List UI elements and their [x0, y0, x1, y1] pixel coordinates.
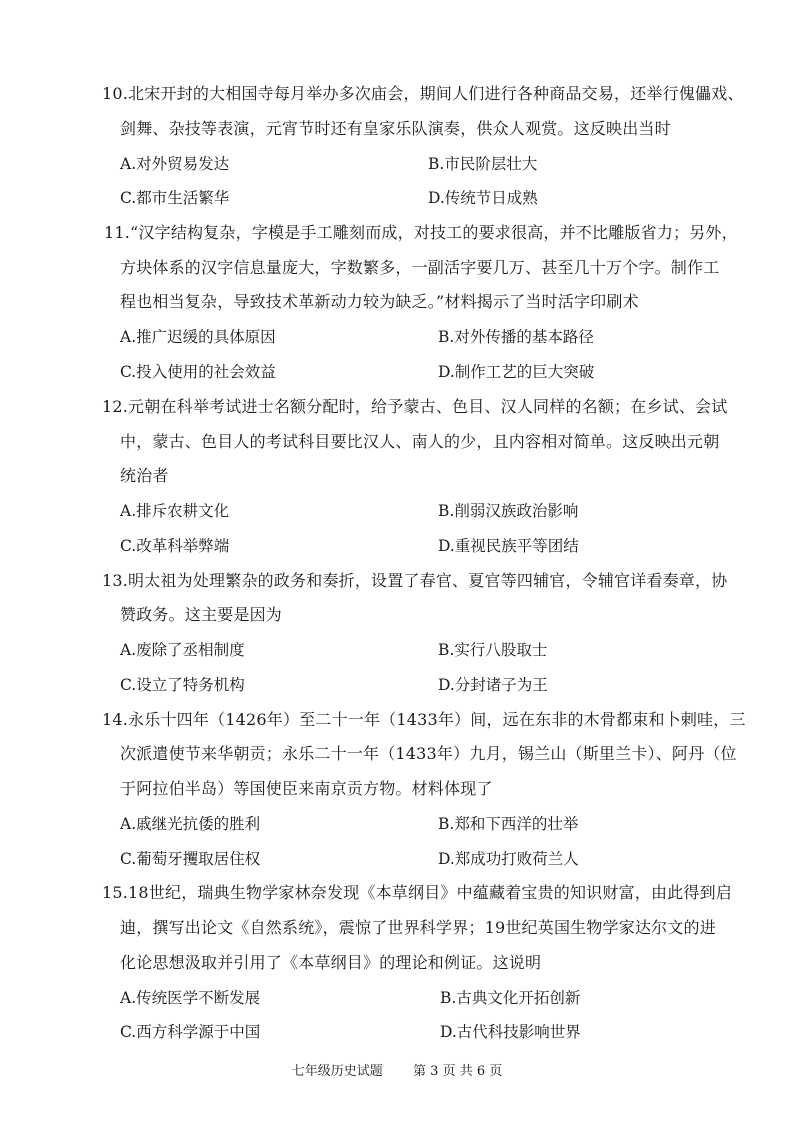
question-14-option-d[interactable]: D.郑成功打败荷兰人 — [438, 850, 579, 868]
question-12-stem-line-2: 中，蒙古、色目人的考试科目要比汉人、南人的少，且内容相对简单。这反映出元朝 — [120, 432, 720, 451]
question-14-option-c[interactable]: C.葡萄牙攫取居住权 — [120, 850, 261, 868]
footer-subject: 七年级历史试题 — [291, 1064, 383, 1079]
question-14-stem-line-1: 14.永乐十四年（1426年）至二十一年（1433年）间，远在东非的木骨都束和卜剌哇，三 — [102, 710, 746, 729]
question-10-option-b[interactable]: B.市民阶层壮大 — [428, 155, 538, 173]
question-13-stem-line-2: 赞政务。这主要是因为 — [120, 605, 283, 624]
question-13-option-a[interactable]: A.废除了丞相制度 — [120, 641, 245, 659]
question-13-option-c[interactable]: C.设立了特务机构 — [120, 676, 245, 694]
question-14-option-a[interactable]: A.戚继光抗倭的胜利 — [120, 815, 261, 833]
question-10-option-d[interactable]: D.传统节日成熟 — [428, 189, 538, 207]
question-11-stem-line-1: 11.“汉字结构复杂，字模是手工雕刻而成，对技工的要求很高，并不比雕版省力；另外， — [104, 223, 738, 242]
question-11-option-a[interactable]: A.推广迟缓的具体原因 — [120, 328, 276, 346]
question-10-stem-line-2: 剑舞、杂技等表演，元宵节时还有皇家乐队演奏，供众人观赏。这反映出当时 — [120, 119, 671, 138]
question-10-option-a[interactable]: A.对外贸易发达 — [120, 155, 230, 173]
question-10-option-c[interactable]: C.都市生活繁华 — [120, 189, 230, 207]
question-14-option-b[interactable]: B.郑和下西洋的壮举 — [438, 815, 579, 833]
question-12-stem-line-1: 12.元朝在科举考试进士名额分配时，给予蒙古、色目、汉人同样的名额；在乡试、会试 — [102, 397, 728, 416]
question-13-option-d[interactable]: D.分封诸子为王 — [438, 676, 548, 694]
question-15-option-d[interactable]: D.古代科技影响世界 — [440, 1023, 581, 1041]
page-footer — [0, 1063, 794, 1081]
question-10-stem-line-1: 10.北宋开封的大相国寺每月举办多次庙会，期间人们进行各种商品交易，还举行傀儡戏、 — [102, 84, 744, 103]
question-11-stem-line-3: 程也相当复杂，导致技术革新动力较为缺乏。”材料揭示了当时活字印刷术 — [120, 292, 639, 311]
question-12-option-a[interactable]: A.排斥农耕文化 — [120, 502, 230, 520]
footer-page-info: 第 3 页 共 6 页 — [413, 1064, 503, 1079]
question-11-stem-line-2: 方块体系的汉字信息量庞大，字数繁多，一副活字要几万、甚至几十万个字。制作工 — [120, 258, 720, 277]
question-11-option-d[interactable]: D.制作工艺的巨大突破 — [438, 363, 595, 381]
question-11-option-b[interactable]: B.对外传播的基本路径 — [438, 328, 594, 346]
question-15-stem-line-3: 化论思想汲取并引用了《本草纲目》的理论和例证。这说明 — [120, 953, 542, 972]
question-14-stem-line-2: 次派遣使节来华朝贡；永乐二十一年（1433年）九月，锡兰山（斯里兰卡）、阿丹（位 — [120, 744, 737, 763]
question-15-option-b[interactable]: B.古典文化开拓创新 — [440, 989, 581, 1007]
question-15-stem-line-1: 15.18世纪，瑞典生物学家林奈发现《本草纲目》中蕴藏着宝贵的知识财富，由此得到启 — [102, 883, 733, 902]
question-12-option-c[interactable]: C.改革科举弊端 — [120, 537, 230, 555]
question-13-stem-line-1: 13.明太祖为处理繁杂的政务和奏折，设置了春官、夏官等四辅官，令辅官详看奏章，协 — [102, 571, 728, 590]
question-15-option-c[interactable]: C.西方科学源于中国 — [120, 1023, 261, 1041]
question-14-stem-line-3: 于阿拉伯半岛）等国使臣来南京贡方物。材料体现了 — [120, 779, 493, 798]
question-12-option-d[interactable]: D.重视民族平等团结 — [438, 537, 579, 555]
question-12-option-b[interactable]: B.削弱汉族政治影响 — [438, 502, 579, 520]
question-15-option-a[interactable]: A.传统医学不断发展 — [120, 989, 261, 1007]
question-15-stem-line-2: 迪，撰写出论文《自然系统》，震惊了世界科学界；19世纪英国生物学家达尔文的进 — [120, 918, 716, 937]
question-12-stem-line-3: 统治者 — [120, 466, 169, 485]
question-11-option-c[interactable]: C.投入使用的社会效益 — [120, 363, 276, 381]
question-13-option-b[interactable]: B.实行八股取士 — [438, 641, 548, 659]
